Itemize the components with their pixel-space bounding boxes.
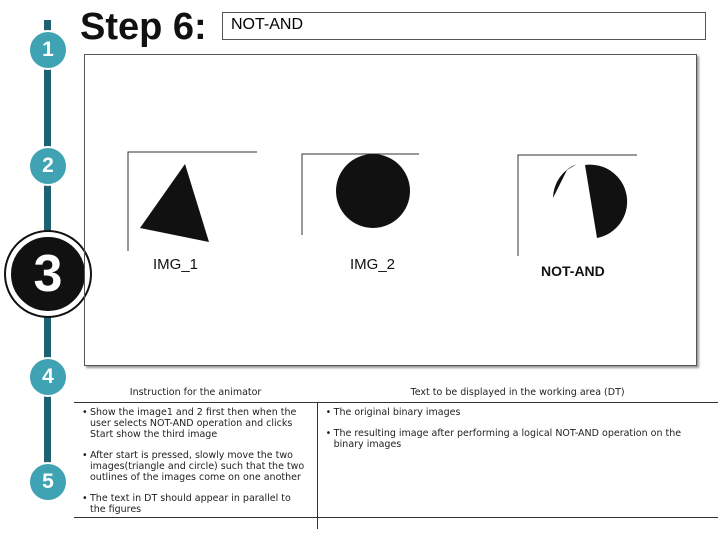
operation-title-box: NOT-AND [222, 12, 706, 40]
result-left-segment [553, 164, 577, 198]
step-5-indicator[interactable] [28, 462, 68, 502]
image-3-label: NOT-AND [541, 263, 605, 279]
step-1-indicator[interactable] [28, 30, 68, 70]
animator-instructions-cell [74, 403, 317, 530]
display-text-item: • The resulting image after performing a logical NOT-AND operation on the binary images [326, 428, 710, 450]
triangle-shape [140, 164, 209, 242]
table-bottom-border [74, 517, 718, 518]
step-4-label: 4 [42, 365, 54, 388]
step-1-label: 1 [42, 38, 54, 61]
display-text-header: Text to be displayed in the working area (DT) [317, 382, 718, 403]
step-2-indicator[interactable] [28, 146, 68, 186]
instruction-table [74, 382, 718, 529]
result-right-segment [585, 165, 627, 238]
display-text-item: • The original binary images [326, 407, 710, 418]
animator-instruction-item: • After start is pressed, slowly move the two images(triangle and circle) such that the two outlines of the images come on one another [82, 450, 309, 483]
image-2-circle [301, 153, 419, 235]
image-3-not-and-result [517, 154, 637, 256]
working-area [84, 54, 697, 366]
animator-instructions-header: Instruction for the animator [74, 382, 317, 403]
step-3-label: 3 [33, 245, 63, 303]
image-1-triangle [127, 151, 257, 251]
step-4-indicator[interactable] [28, 357, 68, 397]
page-title: Step 6: [80, 6, 207, 48]
animator-instruction-item: • The text in DT should appear in parallel to the figures [82, 493, 309, 515]
animator-instruction-item: • Show the image1 and 2 first then when the user selects NOT-AND operation and clicks Start show the third image [82, 407, 309, 440]
step-3-indicator-active[interactable] [6, 232, 90, 316]
step-5-label: 5 [42, 470, 54, 493]
display-text-cell [317, 403, 718, 530]
circle-shape [336, 154, 410, 228]
image-1-label: IMG_1 [153, 256, 199, 273]
step-2-label: 2 [42, 154, 54, 177]
image-2-label: IMG_2 [350, 256, 396, 273]
